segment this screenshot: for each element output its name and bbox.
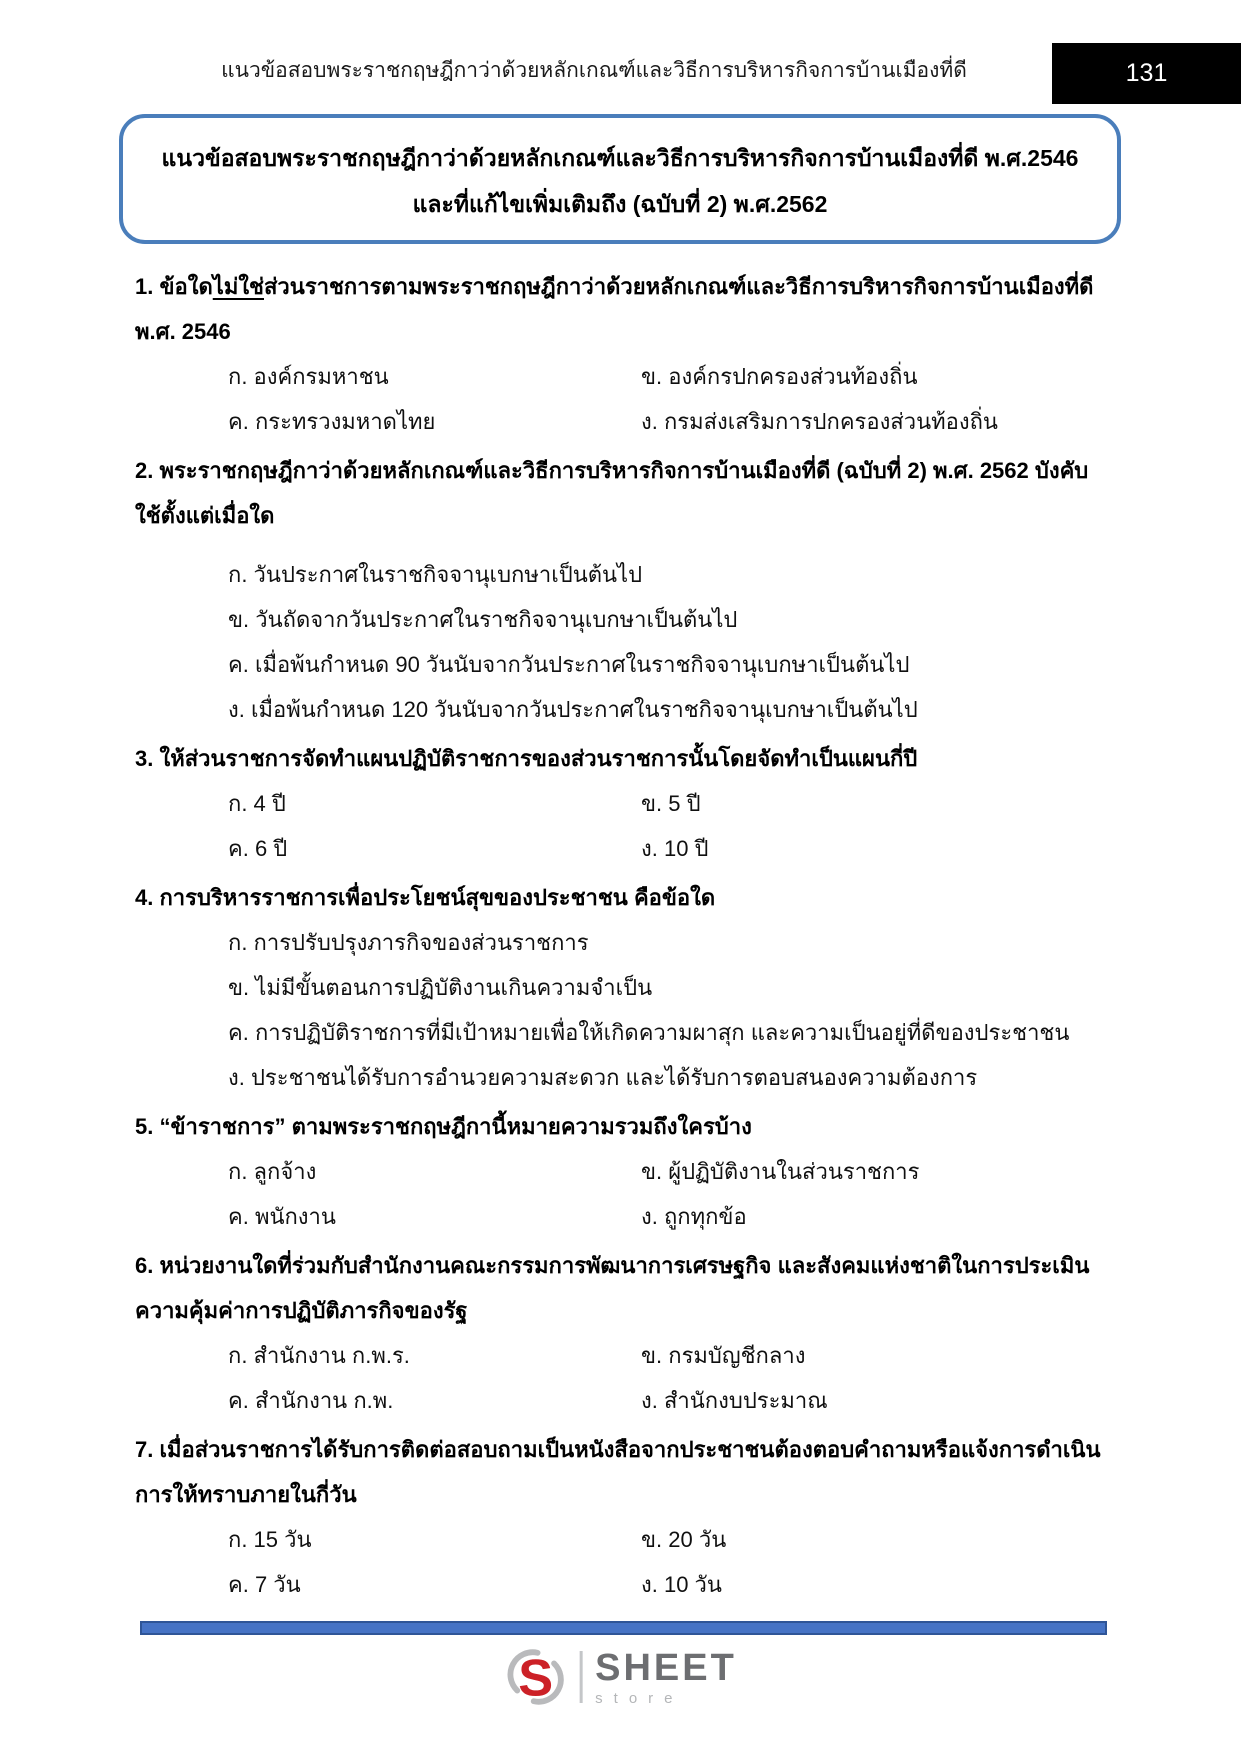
running-head: แนวข้อสอบพระราชกฤษฎีกาว่าด้วยหลักเกณฑ์และวิธีการบริหารกิจการบ้านเมืองที่ดี xyxy=(221,59,967,82)
stem-text: ส่วนราชการตามพระราชกฤษฎีกาว่าด้วยหลักเกณฑ์และวิธีการบริหารกิจการบ้านเมืองที่ดี พ.ศ. 2546 xyxy=(135,274,1094,344)
answer-options xyxy=(135,781,1113,871)
answer-option-ข: ข. องค์กรปกครองส่วนท้องถิ่น xyxy=(641,364,918,389)
answer-option-ก: ก. การปรับปรุงภารกิจของส่วนราชการ xyxy=(228,930,589,955)
answer-option-ค: ค. สำนักงาน ก.พ. xyxy=(228,1388,394,1413)
answer-option-ก: ก. ลูกจ้าง xyxy=(228,1159,317,1184)
question-number: 2. xyxy=(135,458,160,483)
question-stem xyxy=(135,264,1113,354)
sheet-store-logo xyxy=(504,1646,737,1708)
answer-option-ง: ง. ประชาชนได้รับการอำนวยความสะดวก และได้รับการตอบสนองความต้องการ xyxy=(228,1065,978,1090)
answer-option-ค: ค. พนักงาน xyxy=(228,1204,336,1229)
question-stem xyxy=(135,1243,1113,1333)
question-7 xyxy=(135,1427,1113,1607)
question-number: 4. xyxy=(135,885,160,910)
answer-option-ข: ข. ไม่มีขั้นตอนการปฏิบัติงานเกินความจำเป็น xyxy=(228,975,653,1000)
footer-divider-bar xyxy=(140,1621,1107,1635)
page-number-box xyxy=(1052,43,1241,104)
answer-option-ก: ก. องค์กรมหาชน xyxy=(228,364,389,389)
stem-text: การบริหารราชการเพื่อประโยชน์สุขของประชาชน คือข้อใด xyxy=(159,885,716,910)
answer-option-ข: ข. วันถัดจากวันประกาศในราชกิจจานุเบกษาเป็นต้นไป xyxy=(228,607,738,632)
sheet-store-s-icon xyxy=(504,1646,566,1708)
question-stem xyxy=(135,1427,1113,1517)
question-stem xyxy=(135,448,1113,538)
title-line-2: และที่แก้ไขเพิ่มเติมถึง (ฉบับที่ 2) พ.ศ.2562 xyxy=(412,191,828,217)
question-number: 6. xyxy=(135,1253,160,1278)
answer-option-ง: ง. 10 วัน xyxy=(641,1572,722,1597)
answer-options xyxy=(135,1333,1113,1423)
logo-title: SHEET xyxy=(595,1646,737,1689)
stem-text: หน่วยงานใดที่ร่วมกับสำนักงานคณะกรรมการพัฒนาการเศรษฐกิจ และสังคมแห่งชาติในการประเมินความคุ้มค่าการปฏิบัติภารกิจของรัฐ xyxy=(135,1253,1090,1323)
answer-option-ค: ค. การปฏิบัติราชการที่มีเป้าหมายเพื่อให้เกิดความผาสุก และความเป็นอยู่ที่ดีของประชาชน xyxy=(228,1020,1070,1045)
answer-option-ค: ค. เมื่อพ้นกำหนด 90 วันนับจากวันประกาศในราชกิจจานุเบกษาเป็นต้นไป xyxy=(228,652,910,677)
answer-option-ค: ค. กระทรวงมหาดไทย xyxy=(228,409,436,434)
question-6 xyxy=(135,1243,1113,1423)
question-4 xyxy=(135,875,1113,1100)
stem-text: “ข้าราชการ” ตามพระราชกฤษฎีกานี้หมายความรวมถึงใครบ้าง xyxy=(159,1114,752,1139)
question-number: 3. xyxy=(135,746,160,771)
stem-underlined-text: ไม่ใช่ xyxy=(212,274,264,299)
answer-option-ข: ข. กรมบัญชีกลาง xyxy=(641,1343,806,1368)
logo-text xyxy=(595,1646,737,1707)
svg-text:S: S xyxy=(517,1649,553,1708)
page-number: 131 xyxy=(1125,59,1168,87)
question-list xyxy=(135,264,1113,1611)
question-3 xyxy=(135,736,1113,871)
answer-option-ก: ก. สำนักงาน ก.พ.ร. xyxy=(228,1343,410,1368)
answer-options xyxy=(135,920,1113,1100)
stem-text: ข้อใด xyxy=(159,274,213,299)
answer-option-ค: ค. 7 วัน xyxy=(228,1572,301,1597)
title-line-1: แนวข้อสอบพระราชกฤษฎีกาว่าด้วยหลักเกณฑ์และวิธีการบริหารกิจการบ้านเมืองที่ดี พ.ศ.2546 xyxy=(161,145,1079,171)
answer-option-ง: ง. 10 ปี xyxy=(641,836,709,861)
answer-option-ง: ง. ถูกทุกข้อ xyxy=(641,1204,747,1229)
stem-text: เมื่อส่วนราชการได้รับการติดต่อสอบถามเป็นหนังสือจากประชาชนต้องตอบคำถามหรือแจ้งการดำเนินการให้ทราบภายในกี่วัน xyxy=(135,1437,1101,1507)
logo-subtitle: store xyxy=(595,1689,684,1707)
answer-option-ก: ก. 15 วัน xyxy=(228,1527,312,1552)
title-box xyxy=(119,114,1121,244)
answer-option-ง: ง. สำนักงบประมาณ xyxy=(641,1388,828,1413)
question-number: 1. xyxy=(135,274,160,299)
logo-divider xyxy=(579,1651,582,1703)
question-stem xyxy=(135,736,1113,781)
answer-option-ง: ง. กรมส่งเสริมการปกครองส่วนท้องถิ่น xyxy=(641,409,998,434)
stem-text: ให้ส่วนราชการจัดทำแผนปฏิบัติราชการของส่วนราชการนั้นโดยจัดทำเป็นแผนกี่ปี xyxy=(159,746,918,771)
question-number: 5. xyxy=(135,1114,160,1139)
answer-option-ข: ข. 5 ปี xyxy=(641,791,701,816)
stem-text: พระราชกฤษฎีกาว่าด้วยหลักเกณฑ์และวิธีการบริหารกิจการบ้านเมืองที่ดี (ฉบับที่ 2) พ.ศ. 2562 บังคับใช้ตั้งแต่เมื่อใด xyxy=(135,458,1089,528)
question-2 xyxy=(135,448,1113,732)
answer-option-ก: ก. 4 ปี xyxy=(228,791,286,816)
question-stem xyxy=(135,1104,1113,1149)
answer-options xyxy=(135,1517,1113,1607)
answer-option-ค: ค. 6 ปี xyxy=(228,836,288,861)
answer-options xyxy=(135,354,1113,444)
question-5 xyxy=(135,1104,1113,1239)
question-number: 7. xyxy=(135,1437,160,1462)
answer-option-ข: ข. 20 วัน xyxy=(641,1527,727,1552)
answer-option-ข: ข. ผู้ปฏิบัติงานในส่วนราชการ xyxy=(641,1159,920,1184)
answer-options xyxy=(135,1149,1113,1239)
answer-options xyxy=(135,552,1113,732)
question-1 xyxy=(135,264,1113,444)
answer-option-ก: ก. วันประกาศในราชกิจจานุเบกษาเป็นต้นไป xyxy=(228,562,643,587)
answer-option-ง: ง. เมื่อพ้นกำหนด 120 วันนับจากวันประกาศในราชกิจจานุเบกษาเป็นต้นไป xyxy=(228,697,918,722)
question-stem xyxy=(135,875,1113,920)
